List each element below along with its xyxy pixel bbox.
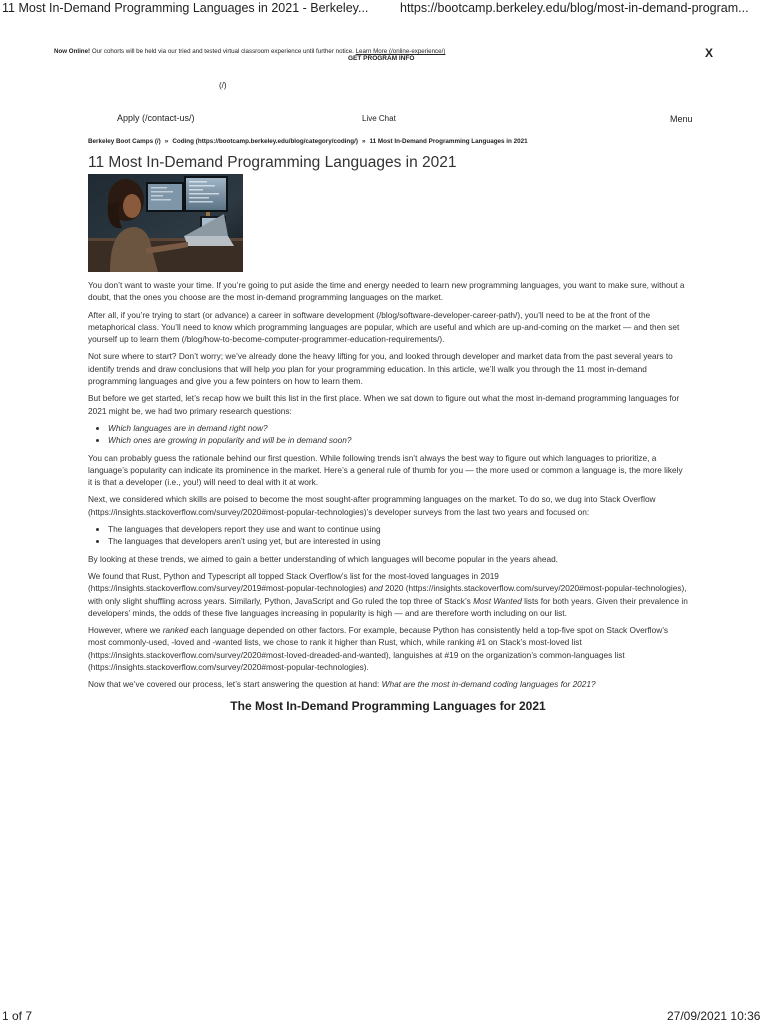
list-item: • The languages that developers report they use and want to continue using [108,523,688,535]
focus-list [88,523,688,548]
breadcrumb-separator: » [164,138,169,145]
get-program-info-button[interactable]: GET PROGRAM INFO [348,55,415,62]
paragraph [88,624,688,673]
breadcrumb-current: 11 Most In-Demand Programming Languages in 2021 [369,138,528,145]
banner-learn-more-link[interactable]: Learn More (/online-experience/) [355,48,446,55]
paragraph [88,350,688,387]
banner-text: Our cohorts will be held via our tried and tested virtual classroom experience until further notice. [90,48,356,55]
live-chat-button[interactable]: Live Chat [362,114,396,123]
text-run: 2020 (https://insights.stackoverflow.com/survey/2020#most-popular-technologies), with only slight shuffling across years. Similarly, Python, JavaScript and Go ruled the top three of Stack’s [88,583,687,606]
paragraph [88,570,688,619]
text-run: However, where we [88,625,163,636]
print-footer-date: 27/09/2021 10:36 [667,1009,761,1023]
research-questions-list [88,422,688,447]
emphasis: you [272,363,286,374]
article-title: 11 Most In-Demand Programming Languages in 2021 [88,154,457,171]
breadcrumb-separator: » [361,138,366,145]
emphasis: Most Wanted [473,595,522,606]
breadcrumb [88,138,528,145]
emphasis: and [368,583,383,594]
announcement-banner [54,48,445,55]
text-run: plan for your programming education. In this article, we’ll walk you through the 11 most in-demand programming languages and give you a few pointers on how to learn them. [88,363,647,387]
print-footer-page: 1 of 7 [2,1009,33,1023]
section-heading: The Most In-Demand Programming Languages for 2021 [230,698,546,713]
text-run: Now that we’ve covered our process, let’s start answering the question at hand: [88,679,382,690]
banner-close-button[interactable]: X [705,46,714,60]
breadcrumb-coding[interactable]: Coding (https://bootcamp.berkeley.edu/blog/category/coding/) [172,138,358,145]
breadcrumb-home[interactable]: Berkeley Boot Camps (/) [88,138,161,145]
text-run: We found that Rust, Python and Typescript all topped Stack Overflow’s list for the most-loved languages in 2019 (https://insights.stackoverflow.com/survey/2019#most-popular-technologies) [88,570,499,594]
paragraph: You can probably guess the rationale behind our first question. While following trends isn’t always the best way to figure out which languages to prioritize, a language’s popularity can indicate its prominence in the market. Here’s a general rule of thumb for you — the more used or common a language is, the more likely it is that a developer (i.e., you!) will need to deal with it at work. [88,452,683,488]
paragraph: After all, if you’re trying to start (or advance) a career in software development (/blog/software-developer-career-path/), you’ll need to be at the front of the metaphorical class. You’ll need to know which programming languages are popular, which are useful and which are up-and-coming on the market — and then set yourself up to learn them (/blog/how-to-become-computer-programmer-education-requirements/). [88,309,680,345]
developer-at-desk-photo [88,174,243,272]
article-body [88,279,688,712]
paragraph: By looking at these trends, we aimed to gain a better understanding of which languages will become popular in the years ahead. [88,553,558,564]
print-header-url: https://bootcamp.berkeley.edu/blog/most-in-demand-program... [400,1,749,15]
hero-image [88,174,243,272]
paragraph: You don’t want to waste your time. If you’re going to put aside the time and energy needed to learn new programming languages, you want to make sure, without a doubt, that the ones you choose are the most in-demand programming languages on the market. [88,280,685,303]
paragraph: But before we get started, let’s recap how we built this list in the first place. When we sat down to figure out what the most in-demand programming languages for 2021 might be, we had two primary research questions: [88,393,680,416]
home-logo-link[interactable]: (/) [219,81,227,90]
list-item: • The languages that developers aren’t using yet, but are interested in using [108,535,688,547]
apply-link[interactable]: Apply (/contact-us/) [117,113,195,123]
list-item: • Which languages are in demand right now? [108,422,688,434]
text-run: Not sure where to start? Don’t worry; we’ve already done the heavy lifting for you, and looked through developer and market data from the past several years to identify trends and draw conclusions that will help [88,351,673,374]
list-item: • Which ones are growing in popularity and will be in demand soon? [108,434,688,446]
text-run: lists for both years. Given their prevalence in developers’ minds, the odds of these five languages increasing in popularity is high — and are therefore worth including on our list. [88,595,688,618]
emphasis: What are the most in-demand coding languages for 2021? [381,679,596,690]
banner-headline: Now Online! [54,48,91,55]
text-run: each language depended on other factors. For example, because Python has consistently held a top-five spot on Stack Overflow’s most commonly-used, -loved and -wanted lists, we chose to rank it higher than Rust, which, while ranking #1 on Stack’s most-loved list (https://insights.stackoverflow.com/survey/2020#most-loved-dreaded-and-wanted), languishes at #19 on the organization’s common-languages list (https://insights.stackoverflow.com/survey/2020#most-popular-technologies). [88,625,669,673]
paragraph [88,678,688,690]
menu-button[interactable]: Menu [670,114,693,124]
emphasis: ranked [162,625,189,636]
paragraph: Next, we considered which skills are poised to become the most sought-after programming languages on the market. To do so, we dug into Stack Overflow (https://insights.stackoverflow.com/survey/2020#most-popular-technologies)’s developer surveys from the last two years and focused on: [88,494,656,517]
print-header-title: 11 Most In-Demand Programming Languages in 2021 - Berkeley... [2,1,369,15]
